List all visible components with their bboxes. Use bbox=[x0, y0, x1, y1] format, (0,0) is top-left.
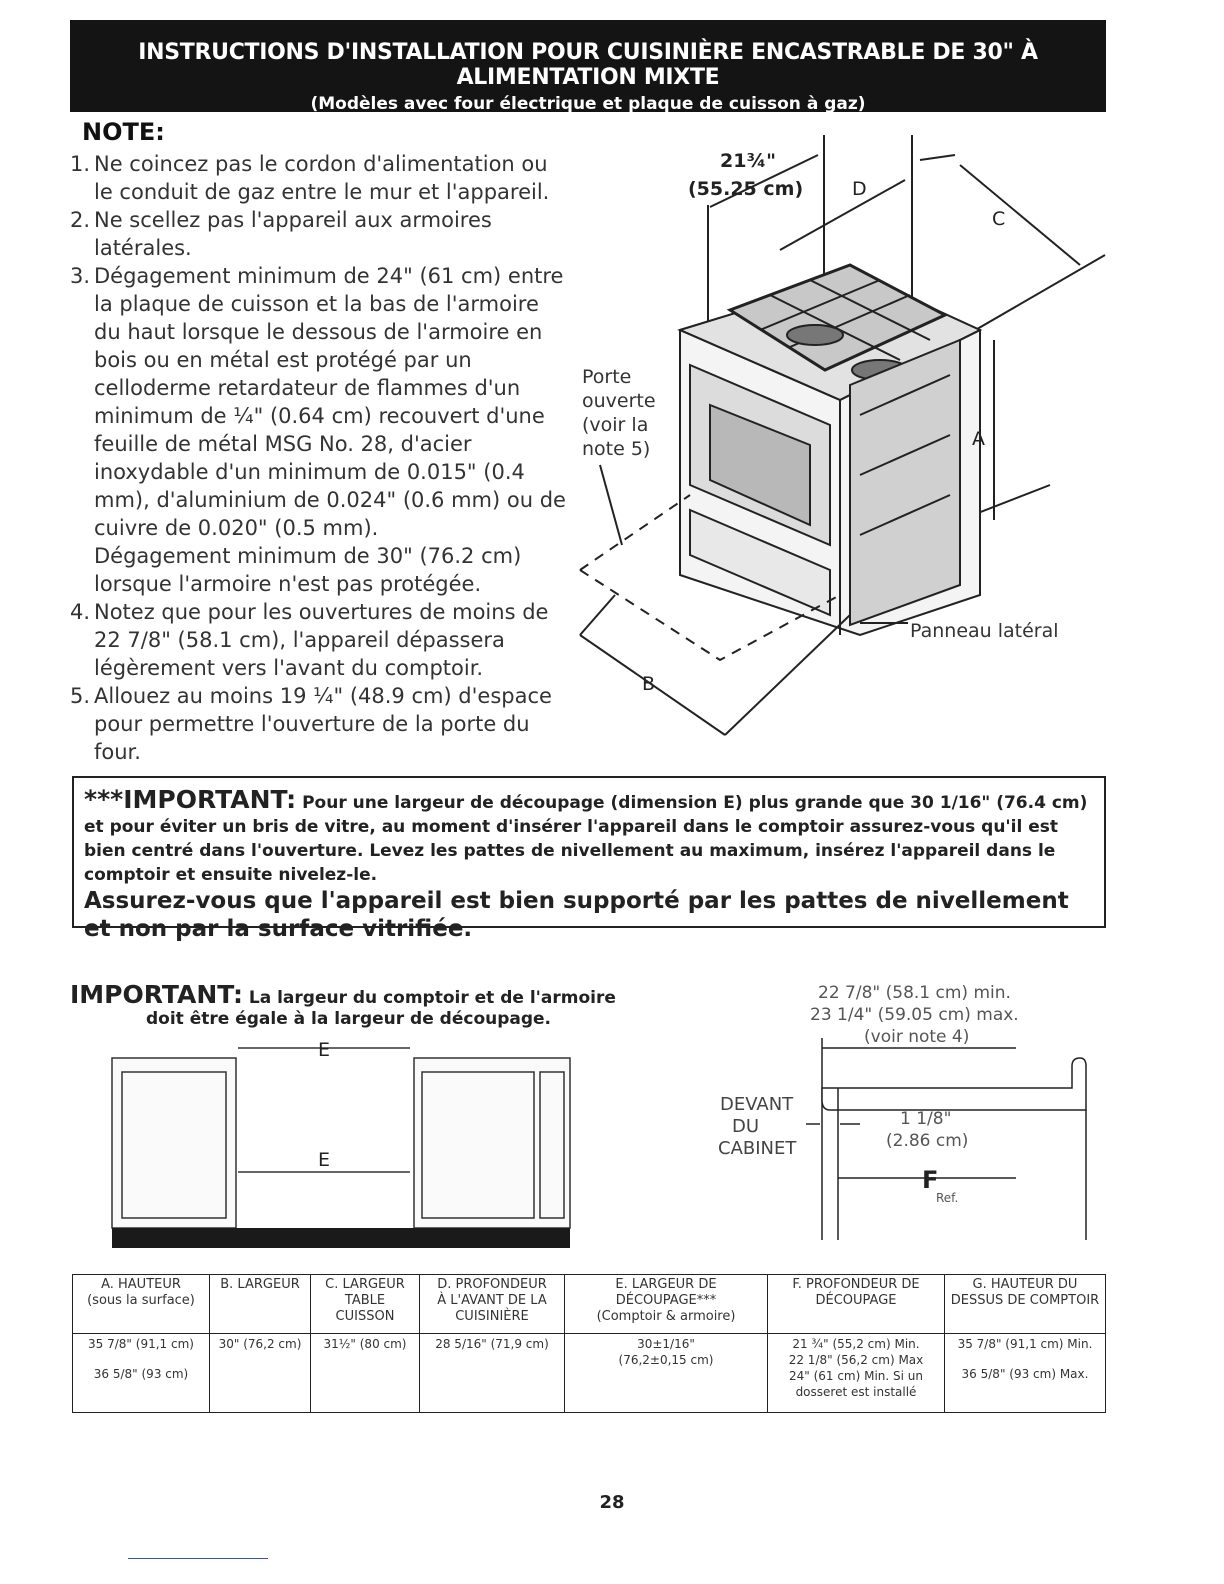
note-item-3-extra: Dégagement minimum de 30" (76.2 cm) lorsque l'armoire n'est pas protégée. bbox=[94, 544, 522, 596]
col-b-header: B. LARGEUR bbox=[210, 1275, 311, 1334]
porte-line-1: Porte bbox=[582, 366, 632, 388]
important2-lead: IMPORTANT: bbox=[70, 980, 243, 1009]
col-e-header: E. LARGEUR DE DÉCOUPAGE*** (Comptoir & armoire) bbox=[565, 1275, 768, 1334]
page-number: 28 bbox=[599, 1492, 625, 1513]
cell-b: 30" (76,2 cm) bbox=[210, 1334, 311, 1413]
dim-lip: 1 1/8" bbox=[900, 1109, 952, 1129]
label-f: F bbox=[922, 1166, 939, 1194]
col-f-header: F. PROFONDEUR DE DÉCOUPAGE bbox=[768, 1275, 945, 1334]
side-panel-label: Panneau latéral bbox=[910, 620, 1059, 642]
label-ref: Ref. bbox=[936, 1191, 959, 1205]
cell-g: 35 7/8" (91,1 cm) Min. 36 5/8" (93 cm) Max. bbox=[945, 1334, 1106, 1413]
porte-line-3: (voir la bbox=[582, 414, 649, 436]
note-item-3: 3. Dégagement minimum de 24" (61 cm) entre la plaque de cuisson et la bas de l'armoire du haut lorsque le dessous de l'armoire en bois ou en métal est protégé par un celloderme retardateur de flammes d'un minimum de ¼" (0.64 cm) recouvert d'une feuille de métal MSG No. 28, d'acier inoxydable d'un minimum de 0.015" (0.4 mm), d'aluminium de 0.024" (0.6 mm) ou de cuivre de 0.020" (0.5 mm). bbox=[70, 264, 566, 540]
cell-e: 30±1/16" (76,2±0,15 cm) bbox=[565, 1334, 768, 1413]
table-row bbox=[73, 1334, 1106, 1413]
table-header-row bbox=[73, 1275, 1106, 1334]
important-cutout-note bbox=[70, 980, 630, 1029]
col-a-header: A. HAUTEUR (sous la surface) bbox=[73, 1275, 210, 1334]
porte-line-4: note 5) bbox=[582, 438, 651, 460]
note-item-4: 4. Notez que pour les ouvertures de moins de 22 7/8" (58.1 cm), l'appareil dépassera légèrement vers l'avant du comptoir. bbox=[70, 600, 549, 680]
front-line-1: DEVANT bbox=[720, 1094, 794, 1115]
important-text: Pour une largeur de découpage (dimension E) plus grande que 30 1/16" (76.4 cm) et pour éviter un bris de vitre, au moment d'insérer l'appareil dans le comptoir assurez-vous qu'il est bien centré dans l'ouverture. Levez les pattes de nivellement au maximum, insérez l'appareil dans le comptoir et ensuite nivelez-le. bbox=[84, 793, 1088, 885]
label-e-top: E bbox=[318, 1039, 331, 1061]
label-a: A bbox=[972, 428, 985, 450]
cell-a: 35 7/8" (91,1 cm) 36 5/8" (93 cm) bbox=[73, 1334, 210, 1413]
dim-top-cm: (55.25 cm) bbox=[688, 178, 804, 200]
dim-note: (voir note 4) bbox=[864, 1027, 970, 1047]
toe-kick-base bbox=[112, 1228, 570, 1248]
note-item-2: 2. Ne scellez pas l'appareil aux armoires latérales. bbox=[70, 208, 492, 260]
cabinet-cutout-diagram bbox=[108, 1038, 578, 1250]
dim-lip-cm: (2.86 cm) bbox=[886, 1131, 969, 1151]
front-line-2: DU bbox=[732, 1116, 760, 1137]
note-item-5: 5. Allouez au moins 19 ¼" (48.9 cm) d'espace pour permettre l'ouverture de la porte du four. bbox=[70, 684, 552, 764]
front-line-3: CABINET bbox=[718, 1138, 797, 1159]
col-c-header: C. LARGEUR TABLE CUISSON bbox=[311, 1275, 420, 1334]
dimension-table bbox=[72, 1274, 1106, 1413]
note-heading: NOTE: bbox=[82, 118, 165, 146]
important2-line2: doit être égale à la largeur de découpage. bbox=[146, 1009, 552, 1029]
cell-d: 28 5/16" (71,9 cm) bbox=[420, 1334, 565, 1413]
counter-depth-diagram bbox=[700, 978, 1100, 1268]
page-title: INSTRUCTIONS D'INSTALLATION POUR CUISINIÈRE ENCASTRABLE DE 30" À ALIMENTATION MIXTE bbox=[138, 40, 1038, 90]
dim-min: 22 7/8" (58.1 cm) min. bbox=[818, 983, 1011, 1003]
footer-divider bbox=[128, 1558, 268, 1559]
col-g-header: G. HAUTEUR DU DESSUS DE COMPTOIR bbox=[945, 1275, 1106, 1334]
label-e-bottom: E bbox=[318, 1149, 331, 1171]
cell-c: 31½" (80 cm) bbox=[311, 1334, 420, 1413]
label-d: D bbox=[852, 178, 867, 200]
important-paragraph bbox=[84, 785, 1094, 887]
porte-line-2: ouverte bbox=[582, 390, 656, 412]
important-warning-box bbox=[72, 776, 1106, 942]
important2-line1: La largeur du comptoir et de l'armoire bbox=[242, 988, 616, 1008]
important-emphasis: Assurez-vous que l'appareil est bien supporté par les pattes de nivellement et non par la surface vitrifiée. bbox=[84, 888, 1069, 942]
dim-top-fraction: 21¾" bbox=[720, 150, 777, 172]
label-c: C bbox=[992, 208, 1006, 230]
range-installation-diagram bbox=[560, 115, 1120, 755]
note-item-1: 1. Ne coincez pas le cordon d'alimentation ou le conduit de gaz entre le mur et l'appareil. bbox=[70, 152, 550, 204]
label-b: B bbox=[642, 673, 656, 695]
dim-max: 23 1/4" (59.05 cm) max. bbox=[810, 1005, 1019, 1025]
important-lead: ***IMPORTANT: bbox=[84, 785, 297, 814]
cell-f: 21 ¾" (55,2 cm) Min. 22 1/8" (56,2 cm) Max 24" (61 cm) Min. Si un dosseret est installé bbox=[768, 1334, 945, 1413]
col-d-header: D. PROFONDEUR À L'AVANT DE LA CUISINIÈRE bbox=[420, 1275, 565, 1334]
title-banner bbox=[70, 20, 1106, 112]
notes-list bbox=[70, 150, 570, 766]
page-subtitle: (Modèles avec four électrique et plaque de cuisson à gaz) bbox=[310, 94, 866, 114]
